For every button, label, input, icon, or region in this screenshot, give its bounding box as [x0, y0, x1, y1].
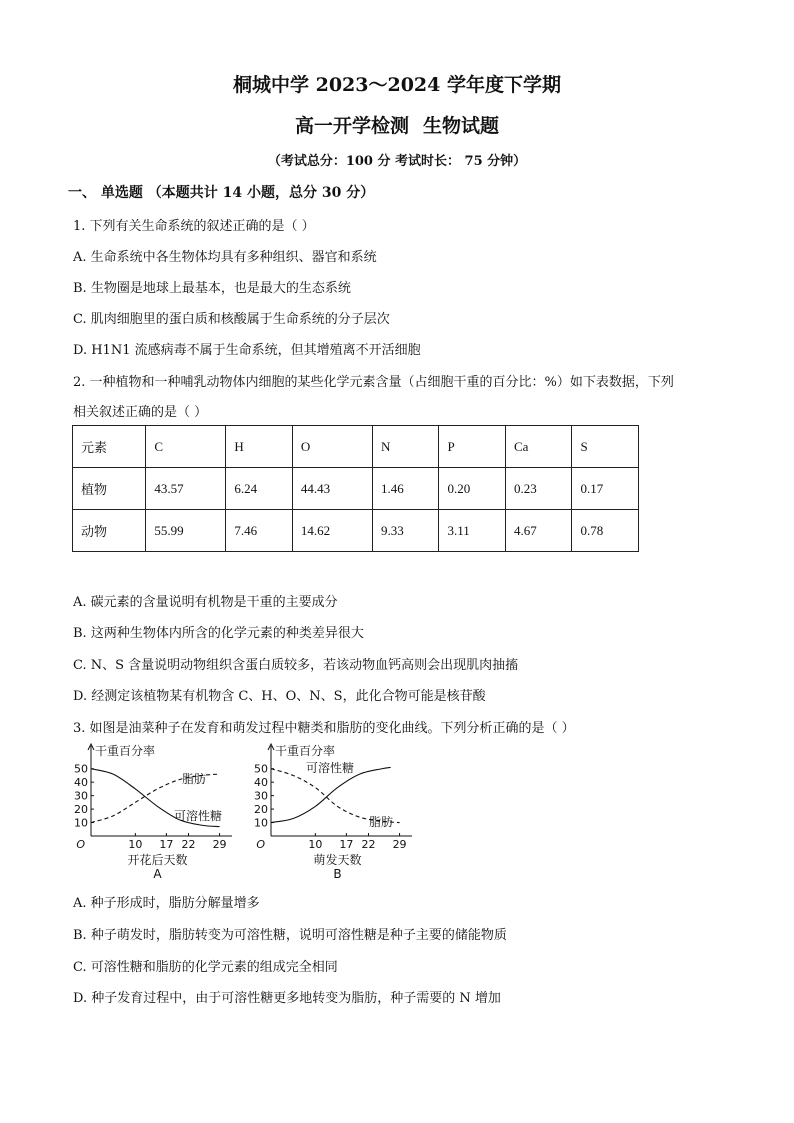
table-cell: 动物 [73, 510, 146, 552]
y-tick-label: 10 [254, 816, 268, 830]
chart-title: A [153, 867, 162, 881]
q2-option-b: B. 这两种生物体内所含的化学元素的种类差异很大 [73, 626, 364, 641]
table-cell: 4.67 [505, 510, 571, 552]
x-tick-label: 22 [181, 838, 196, 851]
table-row [73, 510, 639, 552]
q2-option-c: C. N、S 含量说明动物组织含蛋白质较多，若该动物血钙高则会出现肌肉抽搐 [73, 658, 519, 673]
x-axis-label: 开花后天数 [127, 853, 188, 867]
q3-stem: 3. 如图是油菜种子在发育和萌发过程中糖类和脂肪的变化曲线。下列分析正确的是（ ） [73, 721, 575, 736]
origin-label: O [256, 838, 265, 851]
y-tick-label: 10 [74, 816, 88, 830]
table-cell: 元素 [73, 426, 146, 468]
series-label-soluble-sugar: 可溶性糖 [306, 761, 355, 775]
q2-option-a: A. 碳元素的含量说明有机物是干重的主要成分 [73, 595, 338, 610]
q3-option-b: B. 种子萌发时，脂肪转变为可溶性糖，说明可溶性糖是种子主要的储能物质 [73, 928, 507, 943]
table-cell: 7.46 [226, 510, 292, 552]
q3-option-d: D. 种子发育过程中，由于可溶性糖更多地转变为脂肪，种子需要的 N 增加 [73, 991, 501, 1006]
series-label-fat: 脂肪 [369, 815, 394, 829]
table-cell: 0.17 [572, 468, 639, 510]
table-cell: H [226, 426, 292, 468]
y-tick-label: 40 [74, 776, 88, 790]
y-axis-label: 干重百分率 [95, 744, 156, 758]
section-heading: 一、 单选题 （本题共计 14 小题，总分 30 分） [68, 185, 375, 201]
exam-subtitle-part1: 高一开学检测 [294, 115, 409, 137]
series-label-soluble-sugar: 可溶性糖 [174, 809, 223, 823]
table-cell: 55.99 [146, 510, 226, 552]
x-tick-label: 10 [128, 838, 143, 851]
q1-option-a: A. 生命系统中各生物体均具有多种组织、器官和系统 [73, 250, 377, 265]
table-cell: P [439, 426, 505, 468]
element-content-table [72, 425, 639, 552]
table-cell: 14.62 [292, 510, 372, 552]
y-tick-label: 30 [254, 789, 268, 803]
y-axis-label: 干重百分率 [275, 744, 336, 758]
exam-info: （考试总分：100 分 考试时长： 75 分钟） [267, 154, 527, 169]
table-row [73, 468, 639, 510]
q1-option-b: B. 生物圈是地球上最基本，也是最大的生态系统 [73, 281, 351, 296]
chart-b-svg [244, 740, 434, 890]
chart-a [64, 740, 254, 894]
exam-subtitle [0, 111, 794, 138]
table-cell: O [292, 426, 372, 468]
y-tick-label: 30 [74, 789, 88, 803]
x-tick-label: 29 [392, 838, 407, 851]
y-tick-label: 50 [254, 762, 268, 776]
table-cell: 44.43 [292, 468, 372, 510]
table-cell: 9.33 [373, 510, 439, 552]
x-tick-label: 10 [308, 838, 323, 851]
x-axis-label: 萌发天数 [313, 853, 362, 867]
q1-stem: 1. 下列有关生命系统的叙述正确的是（ ） [73, 219, 315, 234]
table-cell: 0.78 [572, 510, 639, 552]
x-tick-label: 22 [361, 838, 376, 851]
q2-stem-line2: 相关叙述正确的是（ ） [73, 405, 208, 420]
exam-title: 桐城中学 2023～2024 学年度下学期 [233, 74, 561, 96]
table-cell: S [572, 426, 639, 468]
chart-title: B [333, 867, 342, 881]
table-cell: N [373, 426, 439, 468]
table-cell: 3.11 [439, 510, 505, 552]
y-tick-label: 50 [74, 762, 88, 776]
q2-stem-line1: 2. 一种植物和一种哺乳动物体内细胞的某些化学元素含量（占细胞干重的百分比：%）如下表数据，下列 [73, 375, 674, 390]
table-cell: 0.20 [439, 468, 505, 510]
series-label-fat: 脂肪 [182, 772, 207, 786]
table-cell: 0.23 [505, 468, 571, 510]
table-header-row [73, 426, 639, 468]
q1-option-c: C. 肌肉细胞里的蛋白质和核酸属于生命系统的分子层次 [73, 312, 390, 327]
table-cell: 植物 [73, 468, 146, 510]
y-tick-label: 40 [254, 776, 268, 790]
table-cell: 1.46 [373, 468, 439, 510]
table-cell: Ca [505, 426, 571, 468]
chart-a-svg [64, 740, 254, 890]
x-tick-label: 17 [339, 838, 354, 851]
y-tick-label: 20 [74, 803, 88, 817]
chart-b [244, 740, 434, 894]
table-cell: 43.57 [146, 468, 226, 510]
x-tick-label: 17 [159, 838, 174, 851]
q3-option-c: C. 可溶性糖和脂肪的化学元素的组成完全相同 [73, 960, 338, 975]
y-tick-label: 20 [254, 803, 268, 817]
exam-subtitle-part2: 生物试题 [423, 115, 500, 137]
q1-option-d: D. H1N1 流感病毒不属于生命系统，但其增殖离不开活细胞 [73, 343, 421, 358]
table-cell: C [146, 426, 226, 468]
origin-label: O [76, 838, 85, 851]
x-tick-label: 29 [212, 838, 227, 851]
q2-option-d: D. 经测定该植物某有机物含 C、H、O、N、S，此化合物可能是核苷酸 [73, 689, 486, 704]
table-cell: 6.24 [226, 468, 292, 510]
q3-option-a: A. 种子形成时，脂肪分解量增多 [73, 896, 260, 911]
